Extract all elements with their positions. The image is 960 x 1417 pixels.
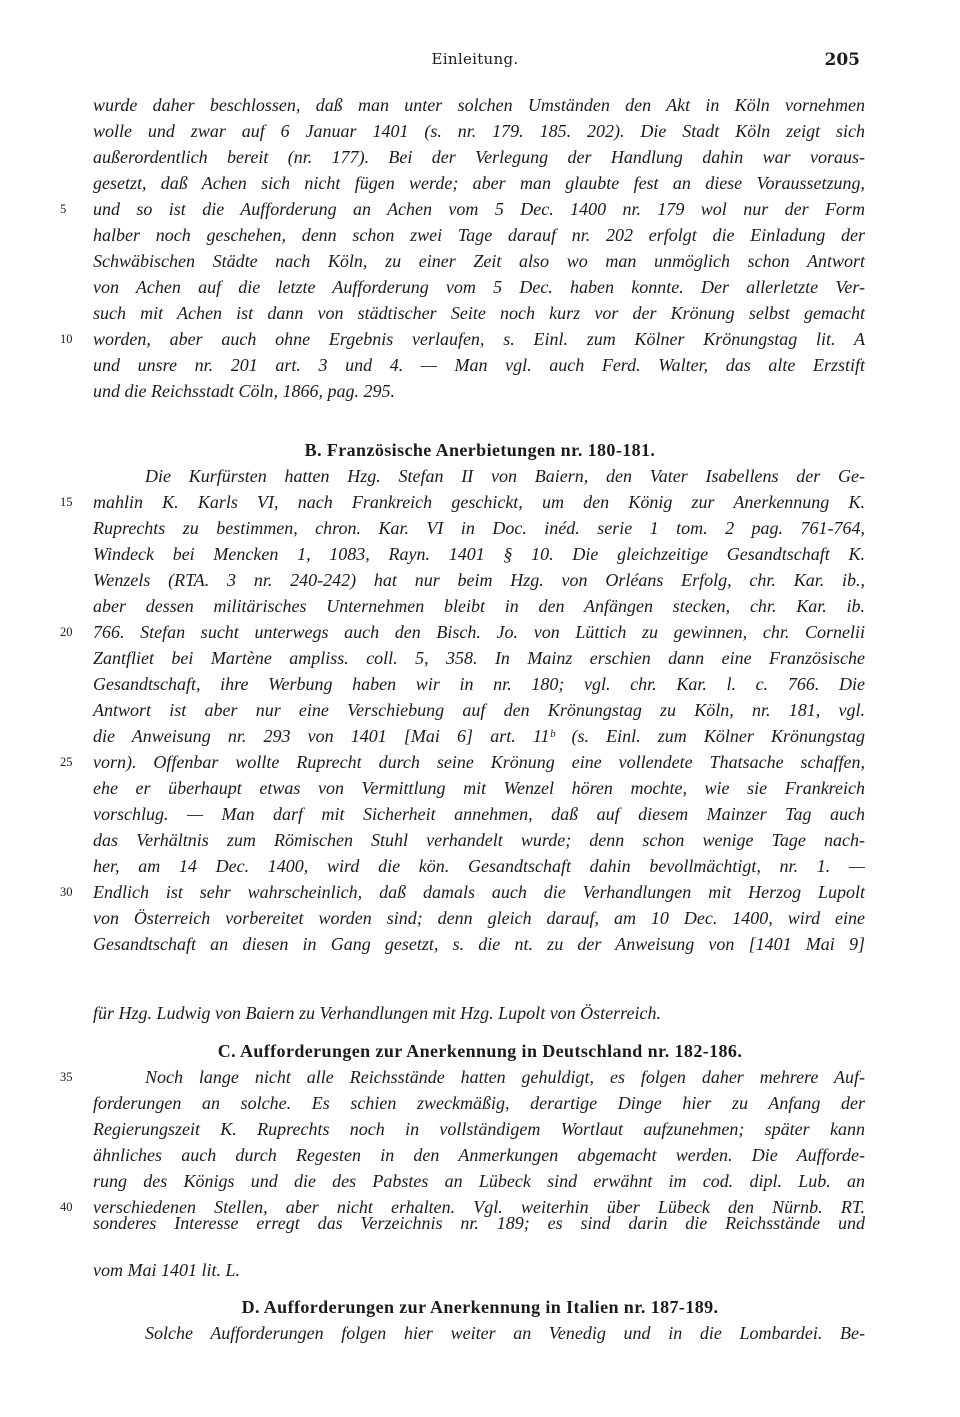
text-line: vom Mai 1401 lit. L. [93,1260,240,1280]
text-line: ehe er überhaupt etwas von Vermittlung mit Wenzel hören mochte, wie sie Frankreich [93,778,865,798]
text-line: Solche Aufforderungen folgen hier weiter an Venedig und in die Lombardei. Be- [145,1323,865,1343]
text-line: die Anweisung nr. 293 von 1401 [Mai 6] art. 11ᵇ (s. Einl. zum Kölner Krönungstag [93,726,865,746]
text-line: außerordentlich bereit (nr. 177). Bei der Verlegung der Handlung dahin war voraus- [93,147,865,167]
text-line: worden, aber auch ohne Ergebnis verlaufen, s. Einl. zum Kölner Krönungstag lit. A [93,329,865,349]
line-number: 20 [60,625,73,639]
running-title: Einleitung. [431,50,519,68]
line-number: 10 [60,332,73,346]
text-line: wolle und zwar auf 6 Januar 1401 (s. nr. 179. 185. 202). Die Stadt Köln zeigt sich [93,121,865,141]
line-number: 5 [60,202,67,216]
text-line: forderungen an solche. Es schien zweckmäßig, derartige Dinge hier zu Anfang der [93,1093,865,1113]
text-line: rung des Königs und die des Pabstes an Lübeck sind erwähnt im cod. dipl. Lub. an [93,1171,865,1191]
text-line: und so ist die Aufforderung an Achen vom 5 Dec. 1400 nr. 179 wol nur der Form [93,199,865,219]
page-number: 205 [824,50,860,70]
text-line: Regierungszeit K. Ruprechts noch in vollständigem Wortlaut aufzunehmen; später kann [93,1119,865,1139]
text-line: aber dessen militärisches Unternehmen bleibt in den Anfängen stecken, chr. Kar. ib. [93,596,865,616]
text-line: Endlich ist sehr wahrscheinlich, daß damals auch die Verhandlungen mit Herzog Lupolt [93,882,865,902]
text-line: Die Kurfürsten hatten Hzg. Stefan II von Baiern, den Vater Isabellens der Ge- [145,466,865,486]
text-line: Schwäbischen Städte nach Köln, zu einer Zeit also wo man unmöglich schon Antwort [93,251,865,271]
line-number: 30 [60,885,73,899]
text-line: Antwort ist aber nur eine Verschiebung auf den Krönungstag zu Köln, nr. 181, vgl. [93,700,865,720]
text-line: gesetzt, daß Achen sich nicht fügen werde; aber man glaubte fest an diese Voraussetzung, [93,173,865,193]
line-number: 35 [60,1070,73,1084]
text-line: verschiedenen Stellen, aber nicht erhalten. Vgl. weiterhin über Lübeck den Nürnb. RT. [93,1197,865,1217]
running-head [90,50,860,74]
text-line: Noch lange nicht alle Reichsstände hatten gehuldigt, es folgen daher mehrere Auf- [145,1067,865,1087]
text-line: und die Reichsstadt Cöln, 1866, pag. 295. [93,381,395,401]
line-number: 40 [60,1200,73,1214]
text-line: Windeck bei Mencken 1, 1083, Rayn. 1401 § 10. Die gleichzeitige Gesandtschaft K. [93,544,865,564]
text-line: von Österreich vorbereitet worden sind; denn gleich darauf, am 10 Dec. 1400, wird eine [93,908,865,928]
text-line: halber noch geschehen, denn schon zwei Tage darauf nr. 202 erfolgt die Einladung der [93,225,865,245]
text-line: Gesandtschaft, ihre Werbung haben wir in nr. 180; vgl. chr. Kar. l. c. 766. Die [93,674,865,694]
section-heading: B. Französische Anerbietungen nr. 180-181. [304,440,656,460]
text-line: wurde daher beschlossen, daß man unter solchen Umständen den Akt in Köln vornehmen [93,95,865,115]
text-line: Wenzels (RTA. 3 nr. 240-242) hat nur beim Hzg. von Orléans Erfolg, chr. Kar. ib., [93,570,865,590]
text-line: her, am 14 Dec. 1400, wird die kön. Gesandtschaft dahin bevollmächtigt, nr. 1. — [93,856,865,876]
text-line: Ruprechts zu bestimmen, chron. Kar. VI in Doc. inéd. serie 1 tom. 2 pag. 761-764, [93,518,865,538]
text-line: vorn). Offenbar wollte Ruprecht durch seine Krönung eine vollendete Thatsache schaffen, [93,752,865,772]
text-line: Zantfliet bei Martène ampliss. coll. 5, 358. In Mainz erschien dann eine Französische [93,648,865,668]
section-heading: D. Aufforderungen zur Anerkennung in Italien nr. 187-189. [241,1297,719,1317]
text-line: von Achen auf die letzte Aufforderung vom 5 Dec. haben konnte. Der allerletzte Ver- [93,277,865,297]
text-line: ähnliches auch durch Regesten in den Anmerkungen abgemacht werden. Die Auffordе- [93,1145,865,1165]
text-line: und unsre nr. 201 art. 3 und 4. — Man vgl. auch Ferd. Walter, das alte Erzstift [93,355,865,375]
text-line: mahlin K. Karls VI, nach Frankreich geschickt, um den König zur Anerkennung K. [93,492,865,512]
section-heading: C. Aufforderungen zur Anerkennung in Deutschland nr. 182-186. [217,1041,743,1061]
text-line: für Hzg. Ludwig von Baiern zu Verhandlungen mit Hzg. Lupolt von Österreich. [93,1003,661,1023]
text-line: 766. Stefan sucht unterwegs auch den Bisch. Jo. von Lüttich zu gewinnen, chr. Cornelii [93,622,865,642]
text-line: Gesandtschaft an diesen in Gang gesetzt, s. die nt. zu der Anweisung von [1401 Mai 9] [93,934,865,954]
line-number: 25 [60,755,73,769]
text-line: sonderes Interesse erregt das Verzeichnis nr. 189; es sind darin die Reichsstände und [93,1213,865,1233]
text-line: such mit Achen ist dann von städtischer Seite noch kurz vor der Krönung selbst gemacht [93,303,865,323]
text-line: das Verhältnis zum Römischen Stuhl verhandelt wurde; denn schon wenige Tage nach- [93,830,865,850]
text-line: vorschlug. — Man darf mit Sicherheit annehmen, daß auf diesem Mainzer Tag auch [93,804,865,824]
line-number: 15 [60,495,73,509]
